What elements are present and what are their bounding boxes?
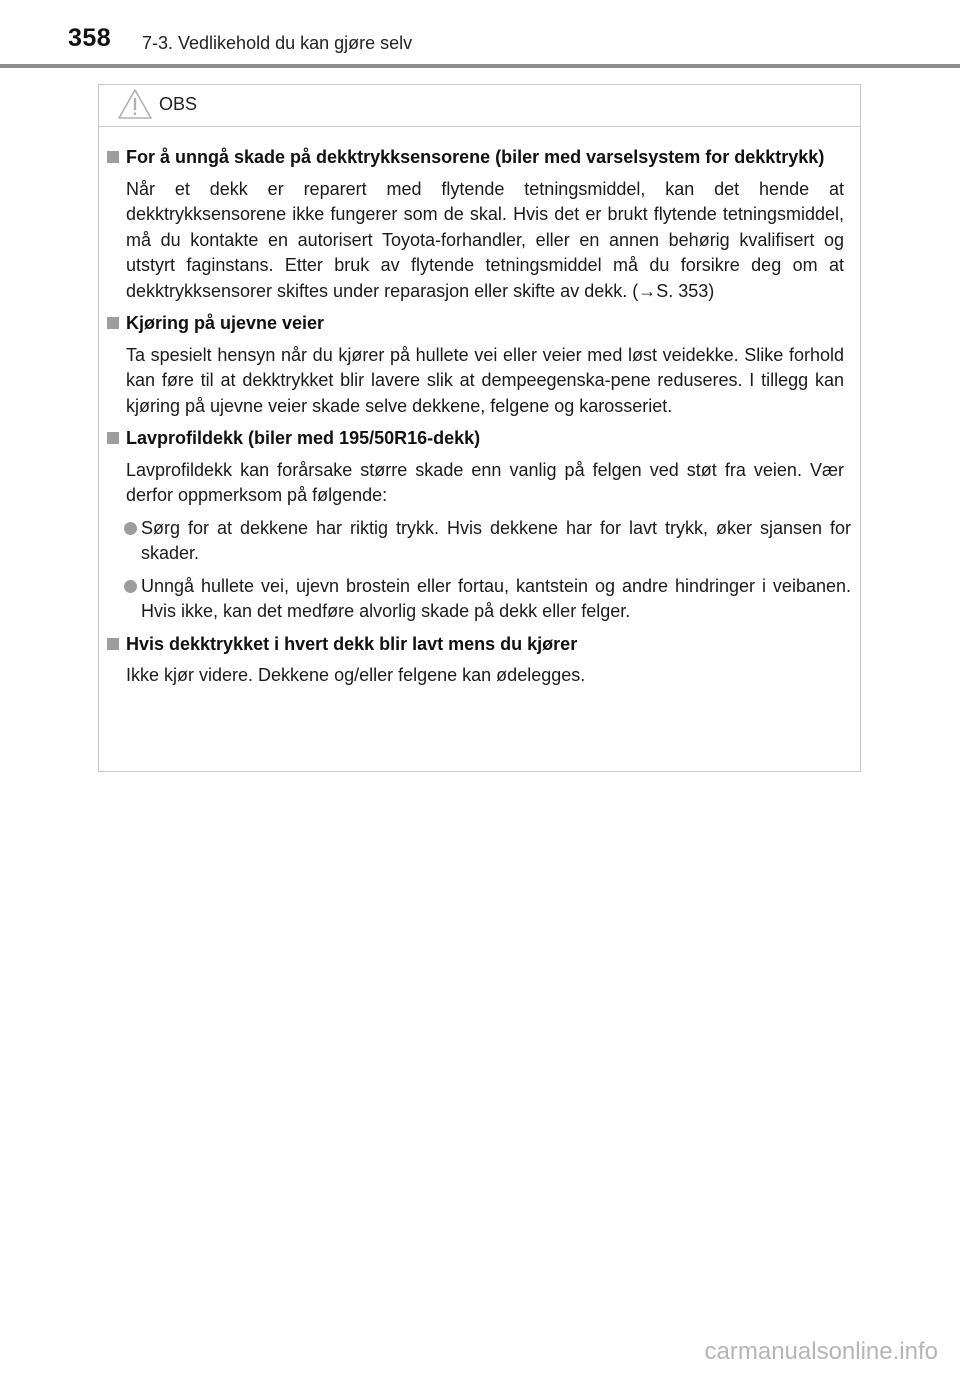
square-bullet-icon [107,638,119,650]
item-text: Lavprofildekk kan forårsake større skade enn vanlig på felgen ved støt fra veien. Vær derfor oppmerksom på følgende: [126,459,844,505]
page-number: 358 [68,24,112,52]
header-rule [0,64,960,68]
caution-item-tire-sensors [107,145,851,304]
caution-item-low-profile-tires [107,426,851,625]
caution-box [98,84,861,772]
round-bullet-icon [124,580,137,593]
item-heading-row [107,426,851,452]
caution-body [99,127,860,689]
item-heading-row [107,632,851,658]
square-bullet-icon [107,317,119,329]
watermark: carmanualsonline.info [704,1338,938,1365]
item-heading: Hvis dekktrykket i hvert dekk blir lavt mens du kjører [126,633,578,654]
bullet-item [107,516,851,567]
round-bullet-icon [124,522,137,535]
item-heading: Kjøring på ujevne veier [126,313,325,333]
warning-triangle-icon [117,88,153,120]
bullet-text: Sørg for at dekkene har riktig trykk. Hvis dekkene har for lavt trykk, øker sjansen for skader. [141,517,851,563]
page-header [0,0,960,70]
bullet-text: Unngå hullete vei, ujevn brostein eller fortau, kantstein og andre hindringer i veibanen. Hvis ikke, kan det medføre alvorlig skade på dekk eller felger. [141,575,851,621]
square-bullet-icon [107,432,119,444]
item-text: Når et dekk er reparert med flytende tetningsmiddel, kan det hende at dekktrykksensorene ikke fungerer som de skal. Hvis det er brukt flytende tetningsmiddel, må du kontakte en autorisert Toyota-forhandler, eller en annen behørig kvalifisert og utstyrt faginstans. Etter bruk av flytende tetningsmiddel må du forsikre deg om at dekktrykksensorer skiftes under reparasjon eller skifte av dekk. (→S. 353) [126,178,844,301]
item-heading: For å unngå skade på dekktrykksensorene (biler med varselsystem for dekktrykk) [126,147,825,167]
square-bullet-icon [107,151,119,163]
item-text: Ta spesielt hensyn når du kjører på hullete vei eller veier med løst veidekke. Slike forhold kan føre til at dekktrykket blir lavere slik at dempeegenska-pene reduseres. I tillegg kan kjøring på ujevne veier skade selve dekkene, felgene og karosseriet. [126,344,844,416]
caution-header [99,85,860,127]
item-heading-row [107,145,851,171]
caution-item-low-pressure-driving [107,632,851,689]
item-heading: Lavprofildekk (biler med 195/50R16-dekk) [126,428,481,448]
bullet-item [107,574,851,625]
item-heading-row [107,311,851,337]
caution-item-uneven-roads [107,311,851,419]
item-text: Ikke kjør videre. Dekkene og/eller felgene kan ødelegges. [126,665,586,685]
caution-label: OBS [159,94,198,114]
section-title: 7-3. Vedlikehold du kan gjøre selv [142,33,413,53]
